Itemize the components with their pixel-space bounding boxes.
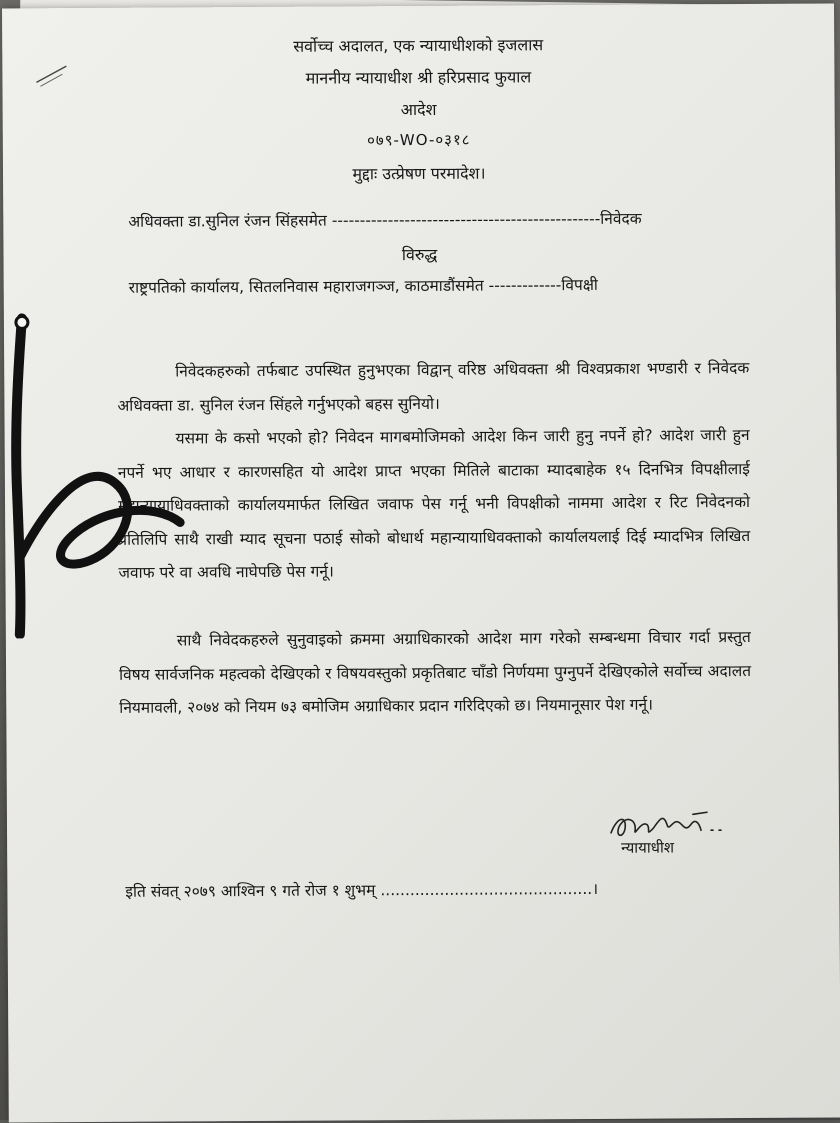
paragraph-text: साथै निवेदकहरुले सुनुवाइको क्रममा अग्राधिकारको आदेश माग गरेको सम्बन्धमा विचार गर्दा प्रस्तुत विषय सार्वजनिक महत्वको देखिएको र विषयवस्तुको प्रकृतिबाट चाँडो निर्णयमा पुग्नुपर्ने देखिएकोले सर्वोच्च अदालत नियमावली, २०७४ को नियम ७३ बमोजिम अग्राधिकार प्रदान गरिदिएको छ। नियमानूसार पेश गर्नू। — [119, 627, 752, 717]
respondent-name: राष्ट्रपतिको कार्यालय, सितलनिवास महाराजगञ्ज, काठमाडौंसमेत — [128, 276, 484, 297]
pen-scribble-mark — [4, 307, 196, 638]
petitioner-role: निवेदक — [600, 209, 642, 228]
document-page — [2, 3, 840, 1122]
footer-date: इति संवत् २०७९ आश्विन ९ गते रोज १ शुभम् — [125, 881, 376, 901]
paragraph-text: यसमा के कसो भएको हो? निवेदन मागबमोजिमको आदेश किन जारी हुनु नपर्ने हो? आदेश जारी हुन नपर्ने भए आधार र कारणसहित यो आदेश प्राप्त भएका मितिले बाटाका म्यादबाहेक १५ दिनभित्र विपक्षीलाई महान्यायाधिवक्ताको कार्यालयमार्फत लिखित जवाफ पेस गर्नू भनी विपक्षीको नाममा आदेश र रिट निवेदनको प्रतिलिपि साथै राखी म्याद सूचना पठाई सोको बोधार्थ महान्यायाधिवक्ताको कार्यालयलाई दिई म्यादभित्र लिखित जवाफ परे वा अवधि नाघेपछि पेस गर्नू। — [117, 425, 751, 582]
paragraph-priority — [119, 621, 752, 725]
case-number: ०७९-WO-०३१८ — [367, 130, 471, 150]
petitioner-name: अधिवक्ता डा.सुनिल रंजन सिंहसमेत — [128, 211, 327, 231]
respondent-role: विपक्षी — [561, 275, 598, 295]
order-title: आदेश — [400, 99, 437, 120]
judge-label: न्यायाधीश — [621, 838, 675, 857]
versus-label: विरुद्ध — [401, 244, 438, 265]
paragraph-arguments — [117, 352, 749, 423]
respondent-line — [129, 273, 598, 298]
petitioner-line — [128, 207, 641, 232]
respondent-dashes: ------------- — [488, 276, 562, 295]
court-header: सर्वोच्च अदालत, एक न्यायाधीशको इजलास — [293, 35, 544, 56]
paragraph-text: निवेदकहरुको तर्फबाट उपस्थित हुनुभएका विद्वान् वरिष्ठ अधिवक्ता श्री विश्वप्रकाश भण्डारी र निवेदक अधिवक्ता डा. सुनिल रंजन सिंहले गर्नुभएको बहस सुनियो। — [117, 358, 750, 415]
paragraph-order — [118, 419, 751, 590]
footer-line — [125, 877, 598, 902]
judge-header: माननीय न्यायाधीश श्री हरिप्रसाद फुयाल — [305, 67, 532, 88]
case-subject: मुद्दाः उत्प्रेषण परमादेश। — [352, 163, 486, 184]
footer-dots: ........................................... — [380, 879, 593, 900]
footer-end: । — [592, 879, 599, 898]
petitioner-dashes: ------------------------------------------------ — [331, 209, 601, 230]
